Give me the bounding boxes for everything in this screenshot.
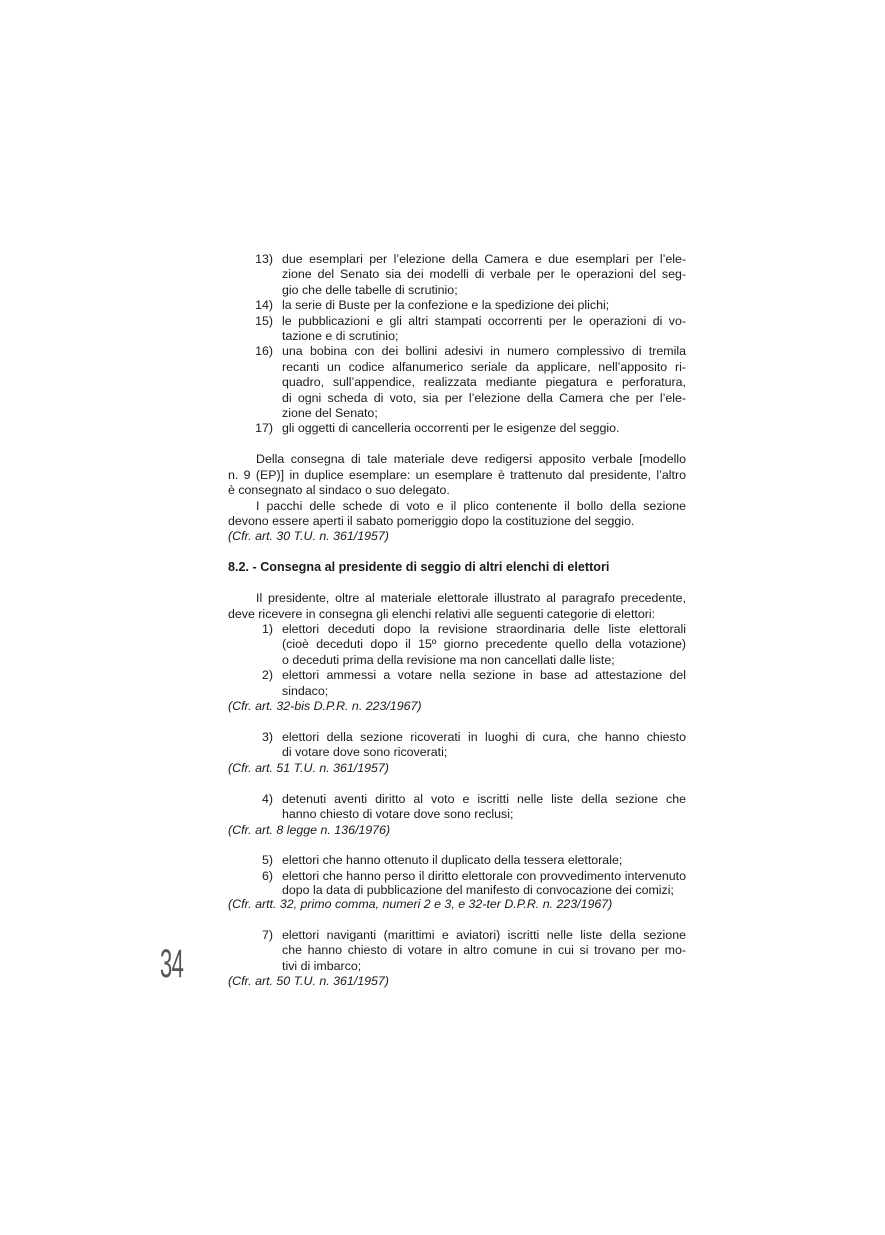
- list-item-line: due esemplari per l’elezione della Camera e due esemplari per l’ele-: [282, 252, 686, 266]
- list-item-number: 6): [261, 868, 273, 883]
- document-body: [228, 252, 686, 989]
- list-item: [228, 853, 686, 868]
- list-item: [228, 792, 686, 823]
- list-item-line: le pubblicazioni e gli altri stampati occorrenti per le operazioni di vo-: [282, 313, 686, 328]
- citation: (Cfr. art. 32-bis D.P.R. n. 223/1967): [228, 699, 422, 714]
- list-item-line: elettori deceduti dopo la revisione straordinaria delle liste elettorali: [282, 622, 686, 637]
- section-heading: 8.2. - Consegna al presidente di seggio di altri elenchi di elettori: [228, 560, 610, 575]
- list-item-line: elettori della sezione ricoverati in luoghi di cura, che hanno chiesto: [282, 729, 686, 744]
- list-item-line: di ogni scheda di voto, sia per l’elezione della Camera che per l’ele-: [282, 390, 686, 405]
- list-item-number: 7): [261, 927, 273, 942]
- list-item-line: elettori ammessi a votare nella sezione in base ad attestazione del: [282, 668, 686, 683]
- list-item-number: 15): [255, 313, 273, 328]
- list-item: [228, 314, 686, 345]
- list-item-line: hanno chiesto di votare dove sono reclusi;: [282, 807, 514, 822]
- paragraph-line: è consegnato al sindaco o suo delegato.: [228, 483, 450, 498]
- list-item-line: la serie di Buste per la confezione e la spedizione dei plichi;: [282, 298, 610, 313]
- list-item-number: 17): [255, 421, 273, 436]
- list-item-line: che hanno chiesto di votare in altro comune in cui si trovano per mo-: [282, 943, 686, 958]
- list-item-line: gli oggetti di cancelleria occorrenti per le esigenze del seggio.: [282, 421, 620, 436]
- list-item-number: 2): [261, 668, 273, 683]
- list-item: [228, 869, 686, 897]
- list-item-number: 16): [255, 344, 273, 359]
- list-item-line: tazione e di scrutinio;: [282, 329, 399, 344]
- list-item-line: zione del Senato;: [282, 406, 378, 421]
- paragraph: [228, 499, 686, 530]
- paragraph-line: Della consegna di tale materiale deve redigersi apposito verbale [modello: [256, 452, 686, 467]
- list-item-line: dopo la data di pubblicazione del manifesto di convocazione dei comizi;: [282, 882, 674, 897]
- list-item-line: tivi di imbarco;: [282, 958, 362, 973]
- list-item: [228, 421, 686, 436]
- paragraph: [228, 591, 686, 622]
- list-item-line: detenuti aventi diritto al voto e iscritti nelle liste della sezione che: [282, 791, 686, 806]
- list-item: [228, 668, 686, 699]
- citation: (Cfr. art. 50 T.U. n. 361/1957): [228, 973, 389, 988]
- list-item-line: elettori che hanno perso il diritto elettorale con provvedimento intervenuto: [282, 868, 686, 883]
- list-item-number: 1): [261, 622, 273, 637]
- list-item-line: di votare dove sono ricoverati;: [282, 745, 448, 760]
- paragraph-line: n. 9 (EP)] in duplice esemplare: un esemplare è trattenuto dal presidente, l’altro: [228, 467, 686, 482]
- list-item-line: o deceduti prima della revisione ma non cancellati dalle liste;: [282, 652, 615, 667]
- list-item-number: 4): [261, 791, 273, 806]
- citation: (Cfr. art. 51 T.U. n. 361/1957): [228, 760, 389, 775]
- list-item-number: 14): [255, 298, 273, 313]
- list-item: [228, 730, 686, 761]
- list-item: [228, 344, 686, 421]
- list-item-number: 13): [255, 252, 273, 266]
- list-item: [228, 928, 686, 974]
- citation: (Cfr. artt. 32, primo comma, numeri 2 e 3, e 32-ter D.P.R. n. 223/1967): [228, 896, 613, 911]
- citation: (Cfr. art. 8 legge n. 136/1976): [228, 822, 391, 837]
- list-item-line: elettori naviganti (marittimi e aviatori) iscritti nelle liste della sezione: [282, 927, 686, 942]
- citation: (Cfr. art. 30 T.U. n. 361/1957): [228, 529, 389, 544]
- list-item-number: 5): [261, 853, 273, 868]
- list-item-line: una bobina con dei bollini adesivi in numero complessivo di tremila: [282, 344, 686, 359]
- list-item-number: 3): [261, 729, 273, 744]
- paragraph-line: Il presidente, oltre al materiale elettorale illustrato al paragrafo precedente,: [256, 591, 686, 606]
- list-item-line: quadro, sull’appendice, realizzata mediante piegatura e perforatura,: [282, 375, 686, 390]
- paragraph: [228, 452, 686, 498]
- paragraph-line: devono essere aperti il sabato pomeriggio dopo la costituzione del seggio.: [228, 514, 635, 528]
- list-item-line: sindaco;: [282, 683, 329, 698]
- list-item-line: recanti un codice alfanumerico seriale da applicare, nell’apposito ri-: [282, 359, 686, 374]
- list-item-line: (cioè deceduti dopo il 15º giorno precedente quello della votazione): [282, 637, 686, 652]
- list-item-line: zione del Senato sia dei modelli di verbale per le operazioni del seg-: [282, 267, 686, 282]
- list-item: [228, 252, 686, 298]
- paragraph-line: I pacchi delle schede di voto e il plico contenente il bollo della sezione: [256, 498, 686, 513]
- list-item-line: elettori che hanno ottenuto il duplicato della tessera elettorale;: [282, 853, 623, 868]
- page-number: 34: [160, 942, 184, 986]
- paragraph-line: deve ricevere in consegna gli elenchi relativi alle seguenti categorie di elettori:: [228, 606, 656, 621]
- list-item: [228, 298, 686, 313]
- list-item: [228, 622, 686, 668]
- list-item-line: gio che delle tabelle di scrutinio;: [282, 282, 458, 297]
